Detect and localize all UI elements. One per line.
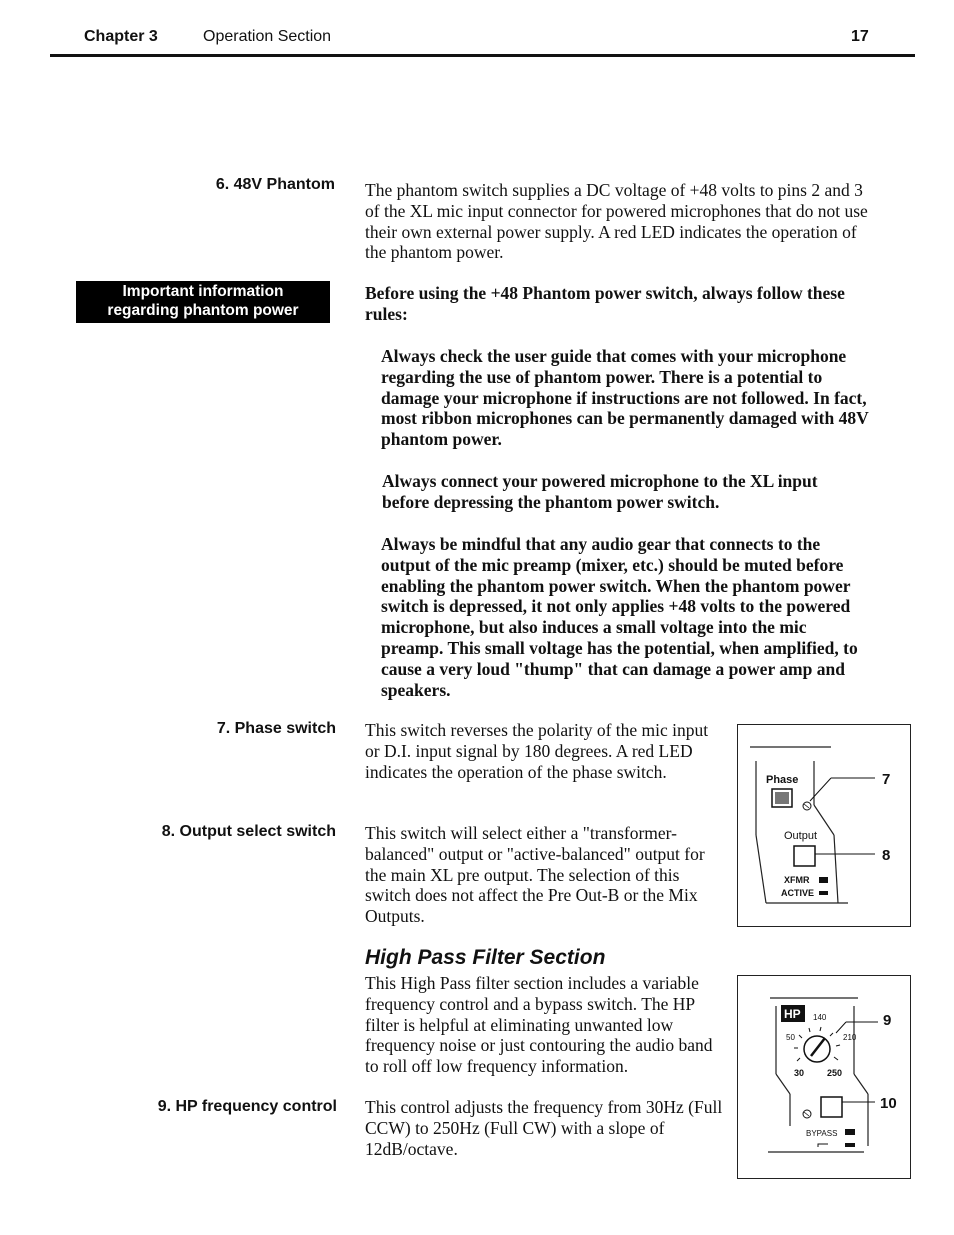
hpf-body: This High Pass filter section includes a variable frequency control and a bypass switch. The HP filter is helpful at eliminating unwanted low frequency noise or just contouring the audio band to roll off low frequency information. — [365, 973, 713, 1077]
scale-30: 30 — [794, 1068, 805, 1078]
hp-frequency-heading: 9. HP frequency control — [157, 1098, 337, 1115]
phase-label: Phase — [766, 774, 799, 786]
important-label-line1: Important information — [122, 283, 284, 300]
hp-filter-figure — [737, 975, 911, 1179]
filter-led-icon — [845, 1143, 855, 1147]
callout-9: 9 — [883, 1012, 892, 1029]
scale-250: 250 — [827, 1068, 843, 1078]
phase-body: This switch reverses the polarity of the mic input or D.I. input signal by 180 degrees. A red LED indicates the operation of the phase switch. — [365, 720, 709, 782]
rule-2: Always connect your powered microphone to the XL input before depressing the phantom power switch. — [382, 471, 818, 512]
xfmr-label: XFMR — [784, 875, 810, 885]
bypass-label: BYPASS — [806, 1129, 838, 1138]
output-select-heading: 8. Output select switch — [161, 823, 336, 840]
active-led-icon — [819, 891, 828, 895]
scale-210: 210 — [843, 1033, 857, 1042]
bypass-status-led-icon — [845, 1129, 855, 1135]
section-name: Operation Section — [203, 28, 332, 45]
scale-140: 140 — [813, 1013, 827, 1022]
important-info-label — [76, 281, 330, 323]
header-rule — [50, 54, 915, 57]
phantom-body: The phantom switch supplies a DC voltage of +48 volts to pins 2 and 3 of the XL mic input connector for powered microphones that do not use their own external power supply. A red LED indicates the operation of the phantom power. — [365, 180, 868, 263]
hp-label: HP — [784, 1007, 801, 1021]
hp-frequency-body: This control adjusts the frequency from 30Hz (Full CCW) to 250Hz (Full CW) with a slope of 12dB/octave. — [365, 1097, 723, 1159]
hp-filter-diagram — [738, 976, 910, 1178]
active-label: ACTIVE — [781, 888, 815, 898]
callout-10: 10 — [880, 1095, 897, 1112]
phase-output-diagram — [738, 725, 910, 926]
phase-heading: 7. Phase switch — [216, 720, 336, 737]
output-button-icon — [794, 846, 815, 866]
callout-7: 7 — [882, 771, 891, 788]
output-label: Output — [784, 830, 818, 842]
filter-curve-icon — [818, 1144, 828, 1147]
rules-intro: Before using the +48 Phantom power switch, always follow these rules: — [365, 283, 845, 324]
scale-50: 50 — [786, 1033, 795, 1042]
rule-3: Always be mindful that any audio gear that connects to the output of the mic preamp (mixer, etc.) should be muted before enabling the phantom power switch. When the phantom power switch is depressed, it not only applies +48 volts to the powered microphone, but also induces a small voltage into the mic preamp. This small voltage has the potential, when amplified, to cause a very loud "thump" that can damage a power amp and speakers. — [381, 534, 858, 700]
bypass-button-icon — [821, 1097, 842, 1117]
hpf-section-title: High Pass Filter Section — [365, 946, 606, 969]
phase-output-figure — [737, 724, 911, 927]
rule-1: Always check the user guide that comes with your microphone regarding the use of phantom power. There is a potential to damage your microphone if instructions are not followed. In fact, most ribbon microphones can be permanently damaged with 48V phantom power. — [381, 346, 869, 450]
phase-button-icon — [775, 792, 789, 804]
chapter-label: Chapter 3 — [84, 28, 158, 45]
important-label-line2: regarding phantom power — [107, 302, 299, 319]
xfmr-led-icon — [819, 877, 828, 883]
callout-8: 8 — [882, 847, 891, 864]
page-number: 17 — [851, 28, 869, 45]
phantom-heading: 6. 48V Phantom — [215, 176, 335, 193]
output-select-body: This switch will select either a "transformer-balanced" output or "active-balanced" output for the main XL pre output. The selection of this switch does not affect the Pre Out-B or the Mix Outputs. — [365, 823, 705, 927]
